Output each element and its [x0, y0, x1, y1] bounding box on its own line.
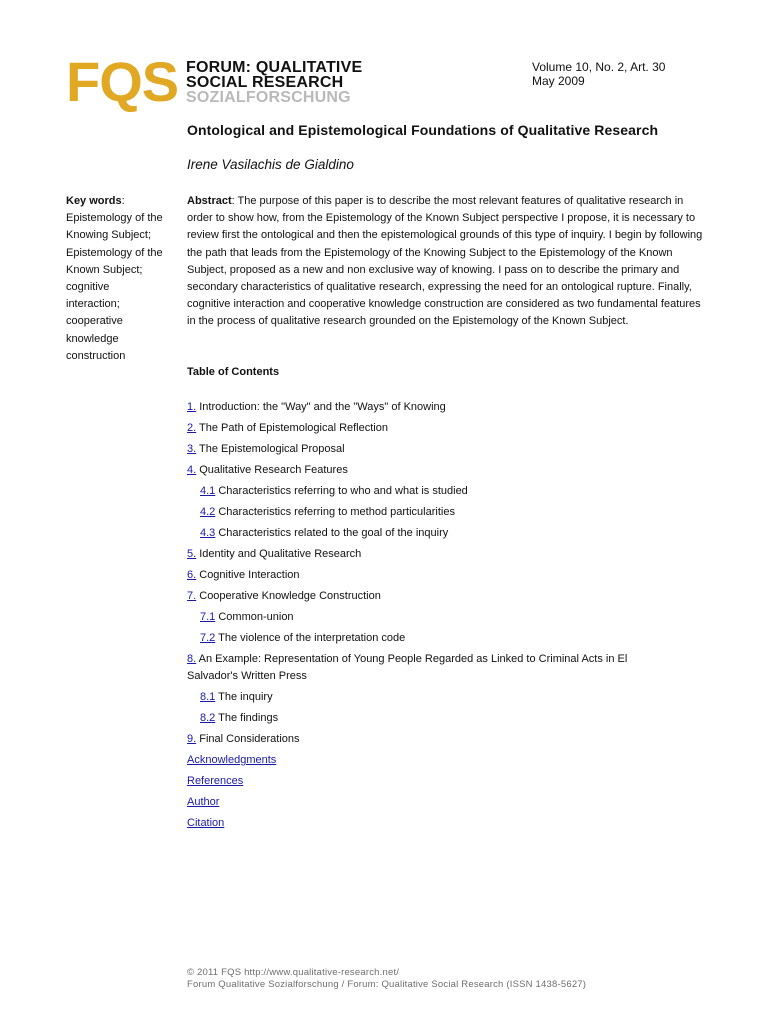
toc-item [187, 710, 707, 727]
page-footer [187, 967, 586, 991]
footer-journal: Forum Qualitative Sozialforschung / Forum: Qualitative Social Research (ISSN 1438-5627) [187, 979, 587, 990]
toc-link-7[interactable]: 7. [187, 590, 197, 602]
abstract-text: : The purpose of this paper is to describe the most relevant features of qualitative research in order to show how, from the Epistemology of the Known Subject perspective I propose, it is necessary to review first the ontological and then the epistemological grounds of this type of inquiry. I begin by following the path that leads from the Epistemology of the Knowing Subject to the Epistemology of the Known Subject, proposed as a new and non exclusive way of knowing. I pass on to describe the primary and secondary characteristics of qualitative research, expressing the need for an ontological rupture. Finally, cognitive interaction and cooperative knowledge construction are considered as two fundamental features in the process of qualitative research grounded on the Epistemology of the Known Subject. [187, 195, 703, 328]
toc-link-author[interactable]: Author [187, 796, 220, 808]
toc-item-text: The Path of Epistemological Reflection [196, 422, 388, 434]
footer-copyright: © 2011 FQS http://www.qualitative-research.net/ [187, 967, 400, 978]
toc-item [187, 609, 707, 626]
toc-link-9[interactable]: 9. [187, 733, 197, 745]
toc-item-text: Characteristics referring to method particularities [215, 506, 455, 518]
toc-item-text: Cognitive Interaction [196, 569, 300, 581]
toc-link-4[interactable]: 4. [187, 464, 197, 476]
toc-item-text: Final Considerations [196, 733, 300, 745]
keywords-label: Key words [66, 195, 122, 207]
toc-item-text: Characteristics referring to who and what is studied [215, 485, 468, 497]
toc-item [187, 588, 707, 605]
article-author: Irene Vasilachis de Gialdino [187, 157, 354, 172]
keywords-block: Key words: Epistemology of the Knowing Subject; Epistemology of the Known Subject; cognitive interaction; cooperative knowledge construction [66, 195, 163, 362]
toc-item [187, 815, 707, 832]
journal-name-line3: SOZIALFORSCHUNG [186, 89, 351, 106]
toc-link-8[interactable]: 8. [187, 653, 197, 665]
toc-item-text: Characteristics related to the goal of the inquiry [215, 527, 449, 539]
toc-item-text: Common-union [215, 611, 294, 623]
toc-link-6[interactable]: 6. [187, 569, 197, 581]
toc-item-text: Cooperative Knowledge Construction [196, 590, 381, 602]
keywords-text: Epistemology of the Knowing Subject; Epistemology of the Known Subject; cognitive interaction; cooperative knowledge construction [66, 212, 163, 362]
toc-item [187, 567, 707, 584]
journal-name [186, 60, 362, 105]
toc-item [187, 525, 707, 542]
toc-item-text: Introduction: the "Way" and the "Ways" of Knowing [196, 401, 446, 413]
abstract-label: Abstract [187, 195, 232, 207]
toc-item [187, 462, 707, 479]
toc-link-citation[interactable]: Citation [187, 817, 225, 829]
abstract-block [187, 193, 707, 331]
table-of-contents [187, 399, 707, 836]
toc-item-text: Identity and Qualitative Research [196, 548, 362, 560]
journal-name-line1: FORUM: QUALITATIVE [186, 59, 363, 76]
toc-item [187, 399, 707, 416]
toc-item [187, 546, 707, 563]
toc-item [187, 420, 707, 437]
toc-link-4-3[interactable]: 4.3 [200, 527, 216, 539]
toc-title: Table of Contents [187, 366, 280, 378]
toc-item-text: Qualitative Research Features [196, 464, 348, 476]
article-title: Ontological and Epistemological Foundations of Qualitative Research [187, 122, 659, 138]
toc-item-text: The inquiry [215, 691, 273, 703]
issue-date: May 2009 [532, 74, 585, 88]
issue-info [532, 60, 665, 88]
toc-item [187, 504, 707, 521]
journal-name-line2: SOCIAL RESEARCH [186, 74, 344, 91]
toc-item-text: The findings [215, 712, 279, 724]
toc-item [187, 441, 707, 458]
toc-item [187, 794, 707, 811]
toc-link-references[interactable]: References [187, 775, 244, 787]
toc-link-4-2[interactable]: 4.2 [200, 506, 216, 518]
toc-link-4-1[interactable]: 4.1 [200, 485, 216, 497]
toc-link-7-2[interactable]: 7.2 [200, 632, 216, 644]
toc-link-8-2[interactable]: 8.2 [200, 712, 216, 724]
volume-label: Volume 10, No. 2, Art. 30 [532, 60, 666, 74]
toc-item [187, 689, 707, 706]
fqs-logo: FQS [66, 50, 179, 113]
toc-link-8-1[interactable]: 8.1 [200, 691, 216, 703]
toc-item [187, 630, 707, 647]
toc-link-3[interactable]: 3. [187, 443, 197, 455]
toc-item [187, 651, 667, 685]
toc-link-2[interactable]: 2. [187, 422, 197, 434]
toc-item [187, 752, 707, 769]
toc-item [187, 731, 707, 748]
toc-item [187, 773, 707, 790]
toc-link-7-1[interactable]: 7.1 [200, 611, 216, 623]
toc-item-text: The Epistemological Proposal [196, 443, 345, 455]
toc-link-1[interactable]: 1. [187, 401, 197, 413]
toc-item [187, 483, 707, 500]
toc-item-text: An Example: Representation of Young People Regarded as Linked to Criminal Acts in El Salvador's Written Press [187, 653, 628, 682]
toc-link-5[interactable]: 5. [187, 548, 197, 560]
toc-item-text: The violence of the interpretation code [215, 632, 406, 644]
toc-link-acknowledgments[interactable]: Acknowledgments [187, 754, 277, 766]
